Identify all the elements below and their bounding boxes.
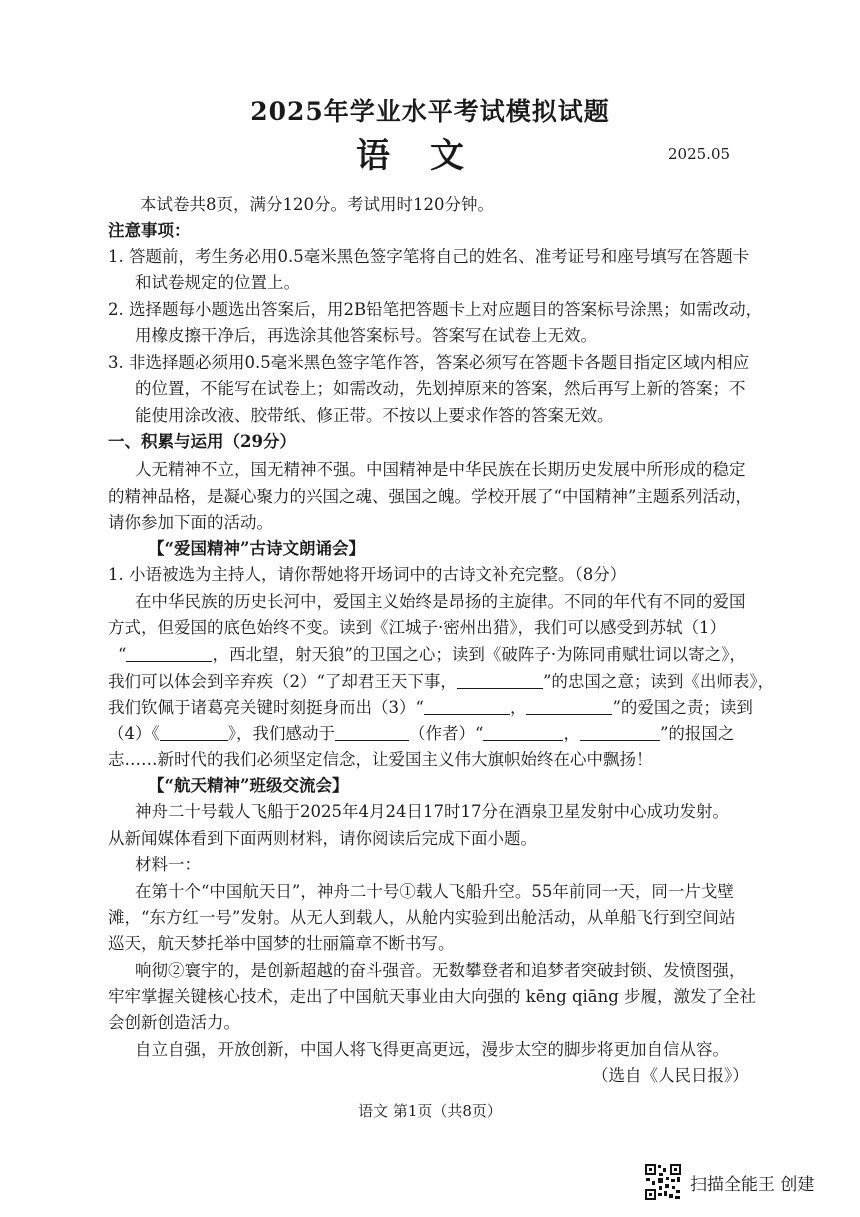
para-line: 从新闻媒体看到下面两则材料，请你阅读后完成下面小题。 bbox=[108, 829, 537, 848]
q1-text: ”的报国之 bbox=[659, 724, 735, 743]
material-line: 自立自强，开放创新，中国人将飞得更高更远，漫步太空的脚步将更加自信从容。 bbox=[135, 1040, 729, 1059]
page-footer: 语文 第1页（共8页） bbox=[358, 1102, 502, 1120]
q1-text: ， bbox=[509, 698, 527, 717]
q1-text: ，西北望，射天狼”的卫国之心；读到《破阵子·为陈同甫赋壮词以寄之》， bbox=[212, 645, 746, 664]
answer-blank[interactable] bbox=[126, 644, 212, 662]
q1-text: 我们钦佩于诸葛亮关键时刻挺身而出（3）“ bbox=[108, 698, 424, 717]
q1-line: 在中华民族的历史长河中，爱国主义始终是昂扬的主旋律。不同的年代有不同的爱国 bbox=[135, 592, 746, 611]
q1-line bbox=[108, 723, 734, 745]
para-line: 请你参加下面的活动。 bbox=[108, 513, 273, 532]
q1-text: ， bbox=[563, 724, 580, 743]
exam-title: 2025年学业水平考试模拟试题 bbox=[250, 97, 610, 126]
scanner-watermark: 扫描全能王 创建 bbox=[690, 1175, 815, 1195]
notice-heading: 注意事项： bbox=[108, 221, 191, 240]
para-line: 人无精神不立，国无精神不强。中国精神是中华民族在长期历史发展中所形成的稳定 bbox=[135, 460, 746, 479]
subject-title: 语文 bbox=[356, 136, 504, 176]
q1-text: 》，我们感动于 bbox=[227, 724, 335, 743]
para-line: 神舟二十号载人飞船于2025年4月24日17时17分在酒泉卫星发射中心成功发射。 bbox=[135, 802, 729, 821]
para-line: 的精神品格，是凝心聚力的兴国之魂、强国之魄。学校开展了“中国精神”主题系列活动， bbox=[108, 487, 752, 506]
answer-blank[interactable] bbox=[424, 697, 510, 715]
q1-line bbox=[118, 644, 746, 666]
activity-heading: 【“爱国精神”古诗文朗诵会】 bbox=[148, 539, 365, 558]
notice-line: 能使用涂改液、胶带纸、修正带。不按以上要求作答的答案无效。 bbox=[135, 406, 614, 425]
qr-code-icon bbox=[644, 1163, 682, 1201]
answer-blank[interactable] bbox=[526, 697, 612, 715]
notice-line: 1. 答题前，考生务必用0.5毫米黑色签字笔将自己的姓名、准考证号和座号填写在答题卡 bbox=[108, 247, 750, 266]
q1-text: ”的忠国之意；读到《出师表》， bbox=[542, 672, 775, 691]
q1-text: （作者）“ bbox=[409, 724, 484, 743]
q1-line: 方式，但爱国的底色始终不变。读到《江城子·密州出猎》，我们可以感受到苏轼（1） bbox=[108, 618, 726, 637]
intro-text: 本试卷共8页，满分120分。考试用时120分钟。 bbox=[140, 195, 494, 214]
q1-line bbox=[108, 697, 753, 719]
answer-blank[interactable] bbox=[457, 671, 543, 689]
source-citation: （选自《人民日报》） bbox=[592, 1066, 749, 1085]
exam-date: 2025.05 bbox=[668, 145, 731, 163]
material-line: 在第十个“中国航天日”，神舟二十号①载人飞船升空。55年前同一天，同一片戈壁 bbox=[135, 882, 734, 901]
section-heading: 一、积累与运用（29分） bbox=[108, 432, 296, 451]
notice-line: 的位置，不能写在试卷上；如需改动，先划掉原来的答案，然后再写上新的答案；不 bbox=[135, 379, 746, 398]
material-line: 牢牢掌握关键核心技术，走出了中国航天事业由大向强的 kēng qiāng 步履，激发了全社 bbox=[108, 987, 757, 1006]
notice-line: 3. 非选择题必须用0.5毫米黑色签字笔作答，答案必须写在答题卡各题目指定区域内相应 bbox=[108, 353, 750, 372]
q1-text: （4）《 bbox=[108, 724, 160, 743]
material-line: 滩，“东方红一号”发射。从无人到载人，从舱内实验到出舱活动，从单船飞行到空间站 bbox=[108, 908, 736, 927]
q1-text: “ bbox=[118, 645, 127, 664]
material-line: 巡天，航天梦托举中国梦的壮丽篇章不断书写。 bbox=[108, 934, 455, 953]
notice-line: 用橡皮擦干净后，再选涂其他答案标号。答案写在试卷上无效。 bbox=[135, 326, 597, 345]
activity-heading: 【“航天精神”班级交流会】 bbox=[148, 776, 349, 795]
q1-text: ”的爱国之责；读到 bbox=[612, 698, 753, 717]
q1-line bbox=[108, 671, 774, 693]
q1-text: 我们可以体会到辛弃疾（2）“了却君王天下事， bbox=[108, 672, 457, 691]
question-1: 1. 小语被选为主持人，请你帮她将开场词中的古诗文补充完整。（8分） bbox=[108, 565, 627, 584]
notice-line: 2. 选择题每小题选出答案后，用2B铅笔把答题卡上对应题目的答案标号涂黑；如需改动， bbox=[108, 300, 763, 319]
material-line: 会创新创造活力。 bbox=[108, 1013, 240, 1032]
material-line: 响彻②寰宇的，是创新超越的奋斗强音。无数攀登者和追梦者突破封锁、发愤图强， bbox=[135, 961, 746, 980]
answer-blank[interactable] bbox=[580, 723, 660, 741]
q1-line: 志……新时代的我们必须坚定信念，让爱国主义伟大旗帜始终在心中飘扬！ bbox=[108, 750, 653, 769]
answer-blank[interactable] bbox=[160, 723, 228, 741]
material-label: 材料一： bbox=[135, 855, 201, 874]
answer-blank[interactable] bbox=[483, 723, 563, 741]
notice-line: 和试卷规定的位置上。 bbox=[135, 273, 300, 292]
answer-blank[interactable] bbox=[335, 723, 409, 741]
